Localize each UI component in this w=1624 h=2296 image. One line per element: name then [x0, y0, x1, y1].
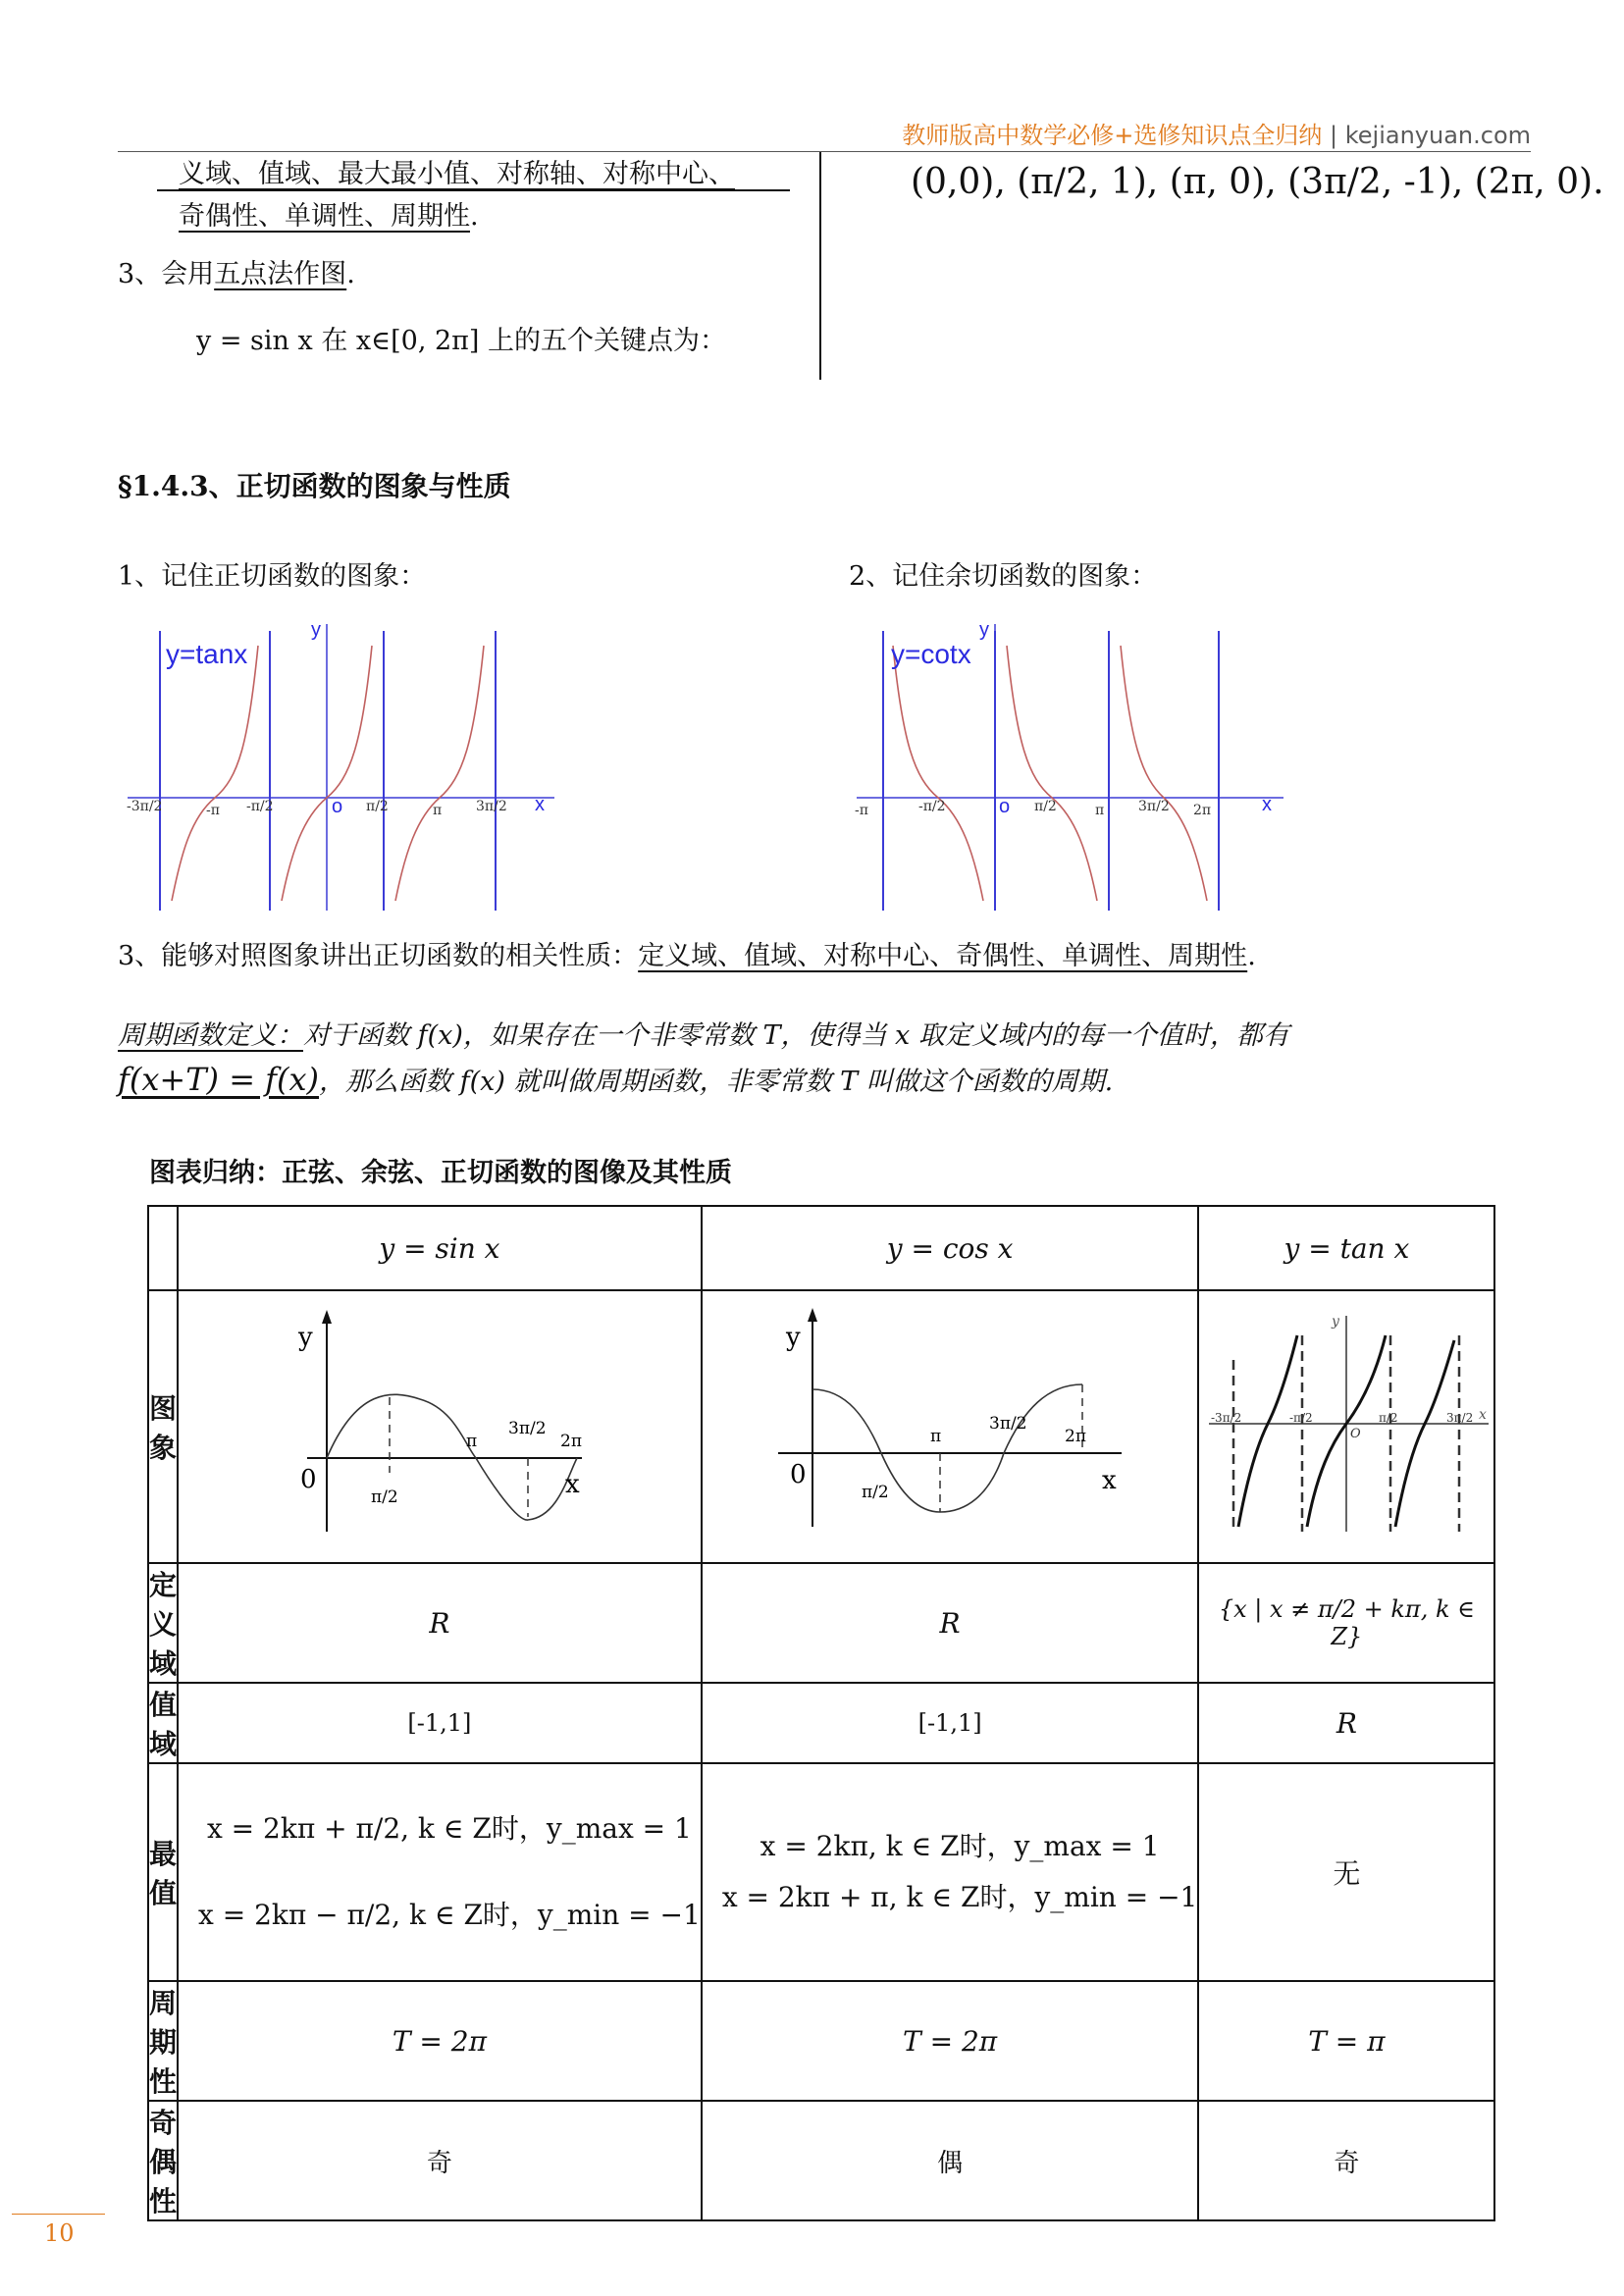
- page-number: 10: [44, 2219, 75, 2247]
- tan-t-tick-1: -3π/2: [1211, 1410, 1242, 1425]
- cot-tick-6: 2π: [1193, 803, 1212, 818]
- cot-asymptotes: [883, 631, 1219, 911]
- range-tan: R: [1198, 1683, 1494, 1763]
- tan-t-tick-4: 3π/2: [1446, 1410, 1474, 1425]
- period-sin: T = 2π: [178, 1981, 702, 2101]
- tan-y-label: y: [311, 619, 321, 641]
- extreme-tan: 无: [1198, 1763, 1494, 1981]
- row-label-domain: 定义域: [148, 1563, 178, 1683]
- summary-table: [147, 1205, 1495, 2221]
- tan-tick-1: -3π/2: [127, 799, 163, 814]
- cos-curve: [812, 1384, 1082, 1512]
- top-line1: 义域、值域、最大最小值、对称轴、对称中心、: [179, 159, 735, 189]
- parity-sin: 奇: [178, 2101, 702, 2220]
- cot-graph: [852, 616, 1303, 920]
- table-parity-row: [148, 2101, 1494, 2220]
- range-sin: [-1,1]: [178, 1683, 702, 1763]
- cos-tick-pi2: π/2: [862, 1482, 889, 1502]
- tan-table-graph-cell: [1198, 1290, 1494, 1563]
- sin-graph: [283, 1306, 597, 1541]
- cot-tick-5: 3π/2: [1138, 799, 1170, 814]
- parity-cos: 偶: [702, 2101, 1199, 2220]
- tan-x-label: x: [535, 794, 545, 815]
- sin-x-label: x: [564, 1469, 580, 1499]
- tan-table-graph: [1199, 1306, 1493, 1541]
- tan-tick-5: π: [433, 803, 443, 818]
- extreme-cos: [702, 1763, 1199, 1981]
- tan-curves: [172, 646, 484, 901]
- extreme-sin-min: x = 2kπ − π/2, k ∈ Z时，y_min = −1: [198, 1899, 701, 1931]
- parity-tan: 奇: [1198, 2101, 1494, 2220]
- table-title: 图表归纳：正弦、余弦、正切函数的图像及其性质: [149, 1158, 732, 1188]
- top-box-divider: [819, 152, 821, 380]
- cot-tick-4: π: [1095, 803, 1105, 818]
- extreme-sin: [178, 1763, 702, 1981]
- tan-t-y-label: y: [1332, 1313, 1340, 1330]
- cot-y-label: y: [979, 619, 989, 641]
- top-line2: 奇偶性、单调性、周期性.: [179, 201, 479, 232]
- table-range-row: [148, 1683, 1494, 1763]
- cos-tick-2pi: 2π: [1065, 1426, 1087, 1446]
- header-cos: y = cos x: [702, 1206, 1199, 1290]
- cos-tick-pi: π: [930, 1426, 942, 1446]
- table-corner: [148, 1206, 178, 1290]
- sin-y-arrow: [322, 1310, 332, 1324]
- row-label-range: 值域: [148, 1683, 178, 1763]
- period-tan: T = π: [1198, 1981, 1494, 2101]
- sin-tick-pi: π: [465, 1431, 478, 1451]
- item1: 1、记住正切函数的图象：: [118, 561, 427, 592]
- tan-t-tick-2: -π/2: [1289, 1410, 1313, 1425]
- item3: 3、能够对照图象讲出正切函数的相关性质：定义域、值域、对称中心、奇偶性、单调性、周期性.: [118, 941, 1256, 971]
- periodic-line1: 周期函数定义：对于函数 f(x)，如果存在一个非零常数 T，使得当 x 取定义域内的每一个值时，都有: [118, 1020, 1289, 1051]
- tan-asymptotes: [160, 631, 496, 911]
- table-domain-row: [148, 1563, 1494, 1683]
- cot-curves: [893, 646, 1207, 901]
- cot-x-label: x: [1262, 794, 1272, 815]
- domain-sin: R: [178, 1563, 702, 1683]
- cot-tick-3: π/2: [1034, 799, 1057, 814]
- range-cos: [-1,1]: [702, 1683, 1199, 1763]
- table-extreme-row: [148, 1763, 1494, 1981]
- sin-o-label: 0: [299, 1464, 317, 1494]
- cot-tick-1: -π: [855, 803, 868, 818]
- cos-tick-3pi2: 3π/2: [989, 1413, 1027, 1434]
- header-rule: [118, 151, 1531, 152]
- header-tan: y = tan x: [1198, 1206, 1494, 1290]
- tan-label: y=tanx: [166, 639, 248, 669]
- periodic-line2: f(x+T) = f(x)，那么函数 f(x) 就叫做周期函数，非零常数 T 叫做这个函数的周期.: [118, 1061, 1114, 1098]
- cot-tick-2: -π/2: [918, 799, 946, 814]
- cos-y-arrow: [808, 1308, 817, 1322]
- extreme-cos-min: x = 2kπ + π, k ∈ Z时，y_min = −1: [721, 1881, 1198, 1913]
- tan-tick-2: -π: [206, 803, 220, 818]
- sin-y-label: y: [297, 1322, 313, 1352]
- table-image-row: [148, 1290, 1494, 1563]
- period-cos: T = 2π: [702, 1981, 1199, 2101]
- periodic-label: 周期函数定义：: [118, 1020, 303, 1051]
- top-line1-rule: [157, 189, 790, 191]
- top-item3: 3、会用五点法作图.: [118, 259, 355, 289]
- row-label-extreme: 最值: [148, 1763, 178, 1981]
- cot-o-label: o: [999, 796, 1011, 817]
- five-points: (0,0), (π/2, 1), (π, 0), (3π/2, -1), (2π, 0).: [911, 162, 1604, 202]
- sin-tick-2pi: 2π: [559, 1431, 582, 1451]
- domain-tan: {x | x ≠ π/2 + kπ, k ∈ Z}: [1198, 1563, 1494, 1683]
- sin-tick-pi2: π/2: [370, 1487, 398, 1507]
- cos-graph-cell: [702, 1290, 1199, 1563]
- sin-graph-cell: [178, 1290, 702, 1563]
- tan-t-x-label: x: [1479, 1406, 1488, 1423]
- tan-tick-4: π/2: [366, 799, 389, 814]
- five-points-intro: y = sin x 在 x∈[0, 2π] 上的五个关键点为：: [196, 326, 727, 356]
- cos-o-label: 0: [790, 1459, 807, 1489]
- extreme-cos-max: x = 2kπ, k ∈ Z时，y_max = 1: [760, 1830, 1160, 1862]
- section-title: §1.4.3、正切函数的图象与性质: [118, 470, 511, 502]
- periodic-formula: f(x+T) = f(x): [118, 1061, 320, 1098]
- table-period-row: [148, 1981, 1494, 2101]
- row-label-parity: 奇偶性: [148, 2101, 178, 2220]
- item2: 2、记住余切函数的图象：: [849, 561, 1158, 592]
- tan-t-o-label: O: [1350, 1426, 1362, 1441]
- cos-y-label: y: [786, 1322, 801, 1352]
- header-title: 教师版高中数学必修+选修知识点全归纳 | kejianyuan.com: [902, 122, 1531, 149]
- sin-tick-3pi2: 3π/2: [507, 1418, 547, 1438]
- extreme-sin-max: x = 2kπ + π/2, k ∈ Z时，y_max = 1: [206, 1812, 692, 1845]
- domain-cos: R: [702, 1563, 1199, 1683]
- tan-o-label: o: [332, 796, 343, 817]
- row-label-image: 图象: [148, 1290, 178, 1563]
- table-header-row: [148, 1206, 1494, 1290]
- tan-tick-6: 3π/2: [476, 799, 507, 814]
- cot-label: y=cotx: [891, 639, 971, 669]
- cos-x-label: x: [1102, 1465, 1117, 1495]
- row-label-period: 周期性: [148, 1981, 178, 2101]
- page-number-rule: [12, 2214, 105, 2215]
- tan-t-tick-3: π/2: [1379, 1410, 1398, 1425]
- tan-graph: [123, 616, 574, 920]
- tan-tick-3: -π/2: [246, 799, 274, 814]
- cos-graph: [768, 1306, 1131, 1541]
- header-sin: y = sin x: [178, 1206, 702, 1290]
